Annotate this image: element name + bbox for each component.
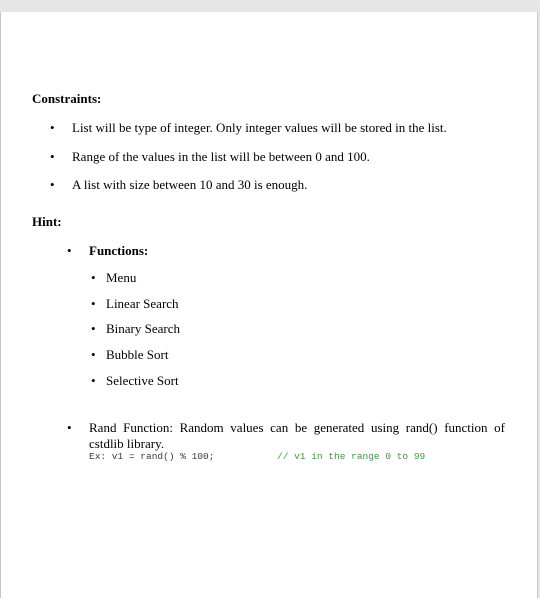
hint-heading: Hint: [32, 214, 62, 229]
bullet-icon: • [91, 270, 96, 285]
bullet-icon: • [50, 177, 55, 192]
function-name: Bubble Sort [106, 347, 169, 362]
rand-function-text: Rand Function: Random values can be generated using rand() function of cstdlib library. [89, 420, 505, 451]
bullet-icon: • [91, 347, 96, 362]
constraint-text: A list with size between 10 and 30 is enough. [72, 177, 308, 192]
function-name: Menu [106, 270, 137, 285]
rand-function-item [67, 420, 507, 454]
bullet-icon: • [50, 149, 55, 164]
constraint-text: List will be type of integer. Only integer values will be stored in the list. [72, 120, 447, 135]
code-statement: Ex: v1 = rand() % 100; [89, 451, 215, 462]
code-comment: // v1 in the range 0 to 99 [277, 451, 426, 462]
document-page [0, 12, 538, 598]
function-name: Linear Search [106, 296, 179, 311]
bullet-icon: • [91, 296, 96, 311]
constraints-heading: Constraints: [32, 91, 102, 106]
function-name: Selective Sort [106, 373, 179, 388]
constraint-text: Range of the values in the list will be between 0 and 100. [72, 149, 370, 164]
bullet-icon: • [50, 120, 55, 135]
functions-label: Functions: [89, 243, 149, 258]
function-name: Binary Search [106, 321, 181, 336]
bullet-icon: • [67, 243, 72, 258]
bullet-icon: • [67, 420, 72, 435]
bullet-icon: • [91, 321, 96, 336]
code-example [89, 451, 214, 463]
bullet-icon: • [91, 373, 96, 388]
